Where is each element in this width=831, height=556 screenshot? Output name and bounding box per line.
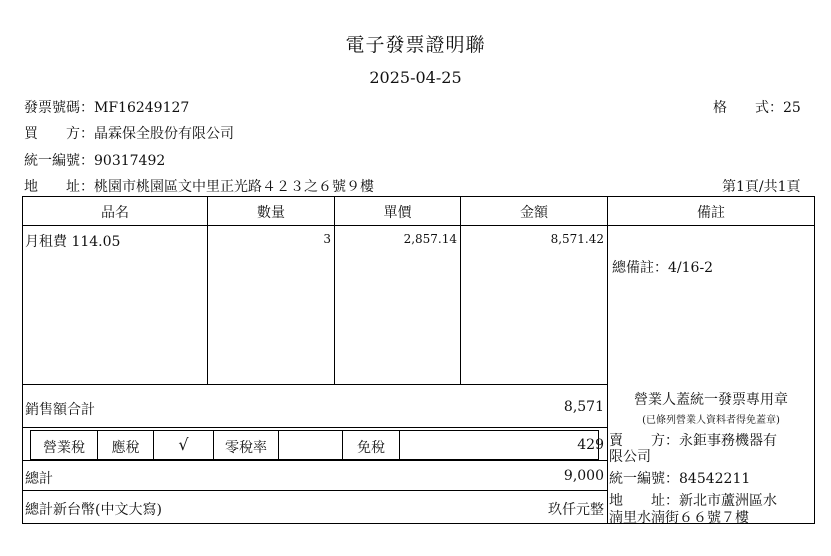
format-label: 格 式： (713, 100, 783, 116)
invoice-number-row (24, 97, 189, 117)
zero-rate-label: 零稅率 (225, 440, 267, 456)
remark-text: 總備註：4/16-2 (612, 260, 714, 276)
item-amount: 8,571.42 (550, 232, 604, 246)
chinese-total-value: 玖仟元整 (548, 502, 604, 518)
header-unit-price: 單價 (383, 205, 412, 221)
seller-name-line2: 限公司 (609, 449, 651, 465)
buyer-address: 桃園市桃園區文中里正光路４２３之６號９樓 (94, 179, 374, 195)
header-item: 品名 (101, 205, 129, 221)
buyer-row (24, 123, 234, 143)
check-mark-icon: √ (178, 435, 189, 454)
buyer-name: 晶霖保全股份有限公司 (94, 126, 234, 142)
tax-value: 429 (577, 437, 604, 453)
seller-address-line2: 湳里水湳街６６號７樓 (609, 510, 749, 526)
total-value: 9,000 (563, 468, 604, 484)
buyer-tax-id: 90317492 (94, 153, 166, 169)
item-unit-price: 2,857.14 (403, 232, 457, 246)
stamp-title: 營業人蓋統一發票專用章 (634, 392, 788, 408)
chinese-total-label: 總計新台幣(中文大寫) (25, 502, 162, 518)
sales-total-value: 8,571 (563, 399, 604, 415)
document-title: 電子發票證明聯 (345, 34, 486, 56)
seller-address-line1: 地 址：新北市蘆洲區水 (609, 493, 777, 509)
document-date: 2025-04-25 (369, 68, 462, 87)
seller-name-line1: 賣 方：永鉅事務機器有 (609, 433, 777, 449)
page-info: 第1頁/共1頁 (722, 179, 801, 195)
buyer-label: 買 方： (24, 126, 94, 142)
item-qty: 3 (323, 232, 331, 246)
buyer-tax-label: 統一編號： (24, 153, 94, 169)
buyer-tax-row (24, 150, 165, 170)
buyer-address-label: 地 址： (24, 179, 94, 195)
header-remarks: 備註 (697, 205, 725, 221)
taxable-label: 應稅 (111, 440, 140, 456)
exempt-label: 免稅 (357, 440, 385, 456)
buyer-address-row (24, 176, 374, 196)
stamp-note: (已條列營業人資料者得免蓋章) (642, 415, 780, 426)
format-value: 25 (783, 100, 801, 116)
header-qty: 數量 (257, 205, 285, 221)
invoice-number: MF16249127 (94, 100, 190, 116)
item-name: 月租費 114.05 (25, 234, 121, 250)
total-label: 總計 (25, 471, 53, 487)
sales-total-label: 銷售額合計 (25, 402, 95, 418)
seller-tax-id: 統一編號：84542211 (609, 471, 751, 487)
header-amount: 金額 (520, 205, 548, 221)
format-row (713, 97, 801, 117)
tax-label: 營業稅 (43, 440, 85, 456)
invoice-number-label: 發票號碼： (24, 100, 94, 116)
